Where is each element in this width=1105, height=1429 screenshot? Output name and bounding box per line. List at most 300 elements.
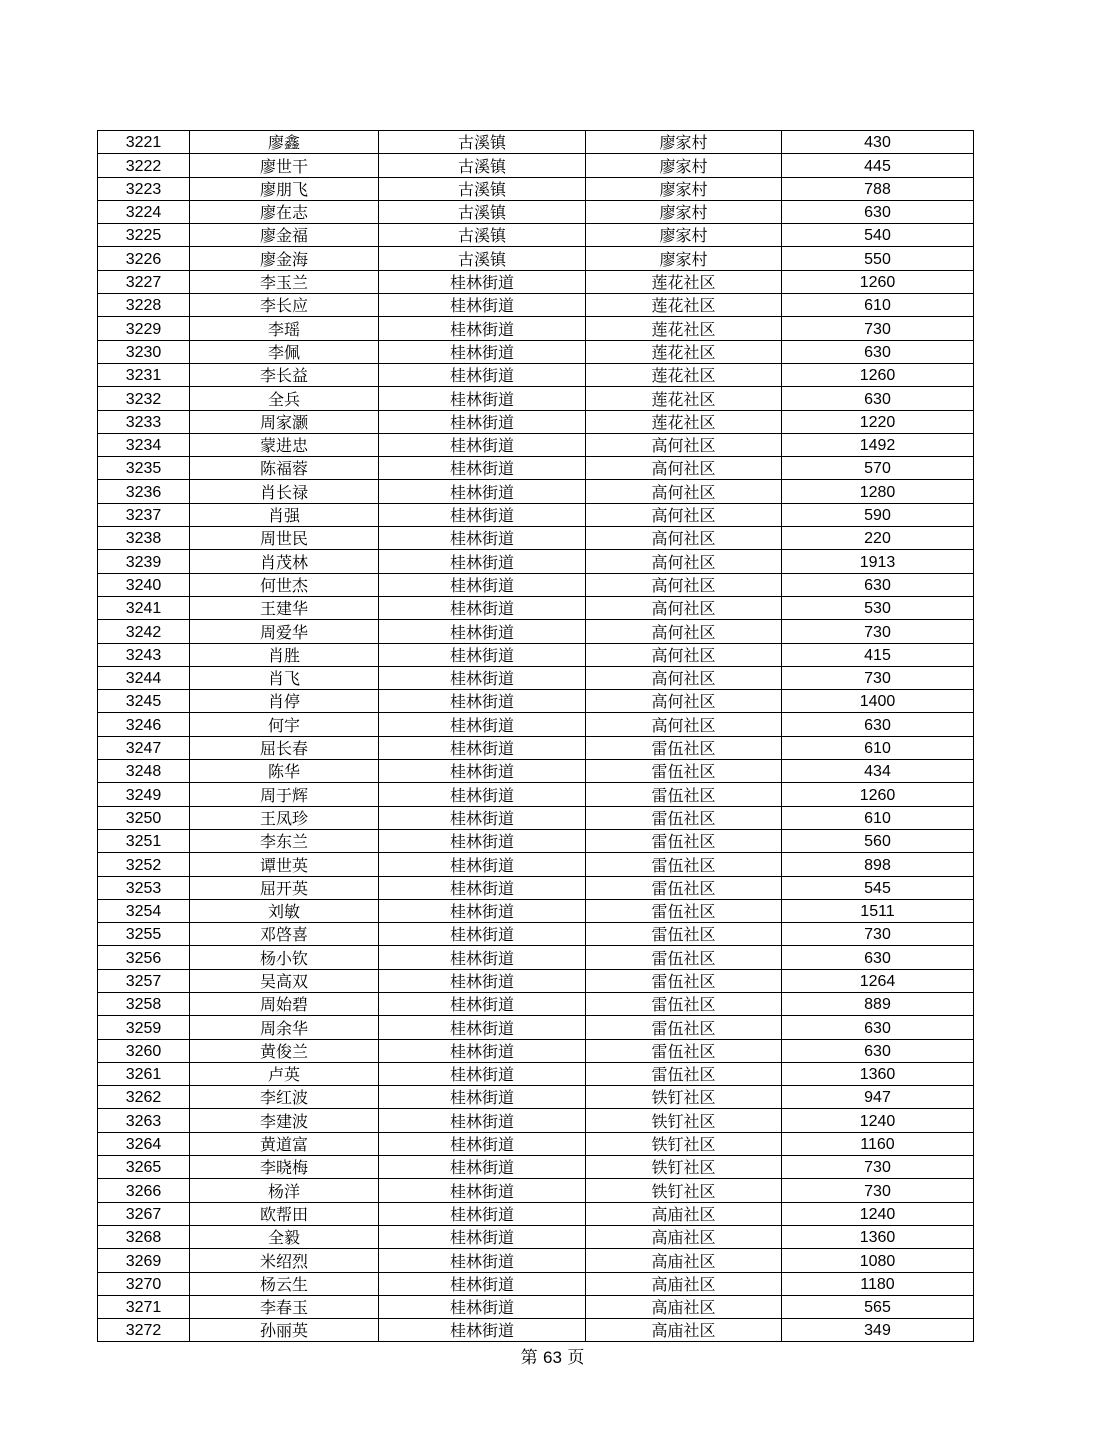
row-id-cell: 3266 xyxy=(98,1179,190,1202)
row-amount-cell: 560 xyxy=(782,829,974,852)
row-village-cell: 高何社区 xyxy=(586,573,782,596)
table-row xyxy=(98,620,974,643)
row-town-cell: 古溪镇 xyxy=(379,131,586,154)
row-town-cell: 桂林街道 xyxy=(379,992,586,1015)
row-amount-cell: 220 xyxy=(782,527,974,550)
row-id-cell: 3238 xyxy=(98,527,190,550)
table-row xyxy=(98,387,974,410)
row-name-cell: 何宇 xyxy=(190,713,379,736)
row-id-cell: 3256 xyxy=(98,946,190,969)
page-number: 63 xyxy=(543,1348,562,1367)
row-id-cell: 3225 xyxy=(98,224,190,247)
row-id-cell: 3265 xyxy=(98,1156,190,1179)
row-amount-cell: 1360 xyxy=(782,1225,974,1248)
row-name-cell: 米绍烈 xyxy=(190,1249,379,1272)
row-id-cell: 3252 xyxy=(98,853,190,876)
row-name-cell: 廖世干 xyxy=(190,154,379,177)
row-id-cell: 3254 xyxy=(98,899,190,922)
row-name-cell: 李红波 xyxy=(190,1086,379,1109)
row-name-cell: 廖在志 xyxy=(190,200,379,223)
row-id-cell: 3232 xyxy=(98,387,190,410)
row-name-cell: 李玉兰 xyxy=(190,270,379,293)
table-row xyxy=(98,1039,974,1062)
table-row xyxy=(98,1179,974,1202)
row-name-cell: 周家灏 xyxy=(190,410,379,433)
row-id-cell: 3258 xyxy=(98,992,190,1015)
records-table-body xyxy=(98,131,974,1342)
page-footer xyxy=(0,1343,1105,1368)
table-row xyxy=(98,154,974,177)
row-id-cell: 3255 xyxy=(98,923,190,946)
row-village-cell: 雷伍社区 xyxy=(586,1039,782,1062)
table-row xyxy=(98,177,974,200)
row-id-cell: 3221 xyxy=(98,131,190,154)
row-town-cell: 桂林街道 xyxy=(379,1179,586,1202)
row-id-cell: 3230 xyxy=(98,340,190,363)
row-village-cell: 廖家村 xyxy=(586,224,782,247)
table-row xyxy=(98,294,974,317)
row-town-cell: 桂林街道 xyxy=(379,527,586,550)
row-name-cell: 李建波 xyxy=(190,1109,379,1132)
row-amount-cell: 788 xyxy=(782,177,974,200)
row-amount-cell: 430 xyxy=(782,131,974,154)
row-name-cell: 周世民 xyxy=(190,527,379,550)
row-name-cell: 蒙进忠 xyxy=(190,433,379,456)
row-amount-cell: 1080 xyxy=(782,1249,974,1272)
row-village-cell: 高庙社区 xyxy=(586,1319,782,1342)
table-row xyxy=(98,690,974,713)
row-name-cell: 李晓梅 xyxy=(190,1156,379,1179)
row-id-cell: 3246 xyxy=(98,713,190,736)
row-town-cell: 桂林街道 xyxy=(379,690,586,713)
row-village-cell: 雷伍社区 xyxy=(586,899,782,922)
row-town-cell: 桂林街道 xyxy=(379,1109,586,1132)
row-village-cell: 莲花社区 xyxy=(586,317,782,340)
table-row xyxy=(98,992,974,1015)
table-row xyxy=(98,760,974,783)
row-town-cell: 古溪镇 xyxy=(379,154,586,177)
row-village-cell: 高庙社区 xyxy=(586,1249,782,1272)
row-village-cell: 雷伍社区 xyxy=(586,969,782,992)
row-town-cell: 桂林街道 xyxy=(379,853,586,876)
row-name-cell: 廖金福 xyxy=(190,224,379,247)
table-row xyxy=(98,1272,974,1295)
row-name-cell: 肖强 xyxy=(190,503,379,526)
row-amount-cell: 630 xyxy=(782,1016,974,1039)
row-id-cell: 3250 xyxy=(98,806,190,829)
row-id-cell: 3270 xyxy=(98,1272,190,1295)
row-id-cell: 3249 xyxy=(98,783,190,806)
row-amount-cell: 349 xyxy=(782,1319,974,1342)
row-id-cell: 3263 xyxy=(98,1109,190,1132)
row-name-cell: 肖胜 xyxy=(190,643,379,666)
row-name-cell: 杨洋 xyxy=(190,1179,379,1202)
table-row xyxy=(98,224,974,247)
row-name-cell: 杨小钦 xyxy=(190,946,379,969)
row-name-cell: 卢英 xyxy=(190,1062,379,1085)
row-village-cell: 雷伍社区 xyxy=(586,853,782,876)
table-row xyxy=(98,829,974,852)
row-town-cell: 桂林街道 xyxy=(379,1156,586,1179)
row-village-cell: 铁钉社区 xyxy=(586,1109,782,1132)
row-town-cell: 桂林街道 xyxy=(379,317,586,340)
table-row xyxy=(98,340,974,363)
row-village-cell: 莲花社区 xyxy=(586,270,782,293)
table-row xyxy=(98,1225,974,1248)
row-name-cell: 陈华 xyxy=(190,760,379,783)
row-amount-cell: 445 xyxy=(782,154,974,177)
table-row xyxy=(98,806,974,829)
row-amount-cell: 1220 xyxy=(782,410,974,433)
row-id-cell: 3243 xyxy=(98,643,190,666)
row-town-cell: 桂林街道 xyxy=(379,1062,586,1085)
page-footer-prefix: 第 xyxy=(520,1348,538,1368)
row-name-cell: 陈福蓉 xyxy=(190,457,379,480)
row-village-cell: 雷伍社区 xyxy=(586,1062,782,1085)
row-name-cell: 李瑶 xyxy=(190,317,379,340)
row-amount-cell: 630 xyxy=(782,387,974,410)
row-id-cell: 3269 xyxy=(98,1249,190,1272)
table-row xyxy=(98,550,974,573)
row-village-cell: 高何社区 xyxy=(586,690,782,713)
row-id-cell: 3222 xyxy=(98,154,190,177)
row-amount-cell: 1180 xyxy=(782,1272,974,1295)
table-row xyxy=(98,899,974,922)
table-row xyxy=(98,363,974,386)
row-town-cell: 桂林街道 xyxy=(379,666,586,689)
row-name-cell: 刘敏 xyxy=(190,899,379,922)
row-town-cell: 桂林街道 xyxy=(379,1202,586,1225)
row-name-cell: 全毅 xyxy=(190,1225,379,1248)
row-village-cell: 高何社区 xyxy=(586,503,782,526)
table-row xyxy=(98,527,974,550)
row-village-cell: 高何社区 xyxy=(586,666,782,689)
row-town-cell: 桂林街道 xyxy=(379,363,586,386)
row-amount-cell: 630 xyxy=(782,573,974,596)
row-amount-cell: 1240 xyxy=(782,1109,974,1132)
row-village-cell: 莲花社区 xyxy=(586,410,782,433)
row-village-cell: 高何社区 xyxy=(586,527,782,550)
records-table xyxy=(97,130,974,1342)
table-row xyxy=(98,1086,974,1109)
row-amount-cell: 730 xyxy=(782,620,974,643)
row-id-cell: 3271 xyxy=(98,1295,190,1318)
row-id-cell: 3231 xyxy=(98,363,190,386)
row-id-cell: 3240 xyxy=(98,573,190,596)
records-table-container xyxy=(97,130,974,1342)
row-amount-cell: 610 xyxy=(782,806,974,829)
row-amount-cell: 1913 xyxy=(782,550,974,573)
row-town-cell: 桂林街道 xyxy=(379,1295,586,1318)
row-town-cell: 古溪镇 xyxy=(379,247,586,270)
row-name-cell: 吴高双 xyxy=(190,969,379,992)
row-name-cell: 李春玉 xyxy=(190,1295,379,1318)
row-id-cell: 3248 xyxy=(98,760,190,783)
row-id-cell: 3268 xyxy=(98,1225,190,1248)
row-village-cell: 莲花社区 xyxy=(586,340,782,363)
row-village-cell: 雷伍社区 xyxy=(586,876,782,899)
table-row xyxy=(98,969,974,992)
row-id-cell: 3241 xyxy=(98,596,190,619)
row-amount-cell: 570 xyxy=(782,457,974,480)
row-village-cell: 铁钉社区 xyxy=(586,1086,782,1109)
row-id-cell: 3227 xyxy=(98,270,190,293)
row-village-cell: 莲花社区 xyxy=(586,363,782,386)
row-name-cell: 肖茂林 xyxy=(190,550,379,573)
row-town-cell: 桂林街道 xyxy=(379,783,586,806)
row-town-cell: 桂林街道 xyxy=(379,410,586,433)
row-name-cell: 廖金海 xyxy=(190,247,379,270)
row-village-cell: 廖家村 xyxy=(586,200,782,223)
row-id-cell: 3226 xyxy=(98,247,190,270)
table-row xyxy=(98,270,974,293)
row-amount-cell: 1260 xyxy=(782,363,974,386)
row-amount-cell: 540 xyxy=(782,224,974,247)
table-row xyxy=(98,131,974,154)
row-village-cell: 高庙社区 xyxy=(586,1225,782,1248)
row-name-cell: 李长应 xyxy=(190,294,379,317)
row-village-cell: 铁钉社区 xyxy=(586,1132,782,1155)
row-village-cell: 雷伍社区 xyxy=(586,783,782,806)
table-row xyxy=(98,783,974,806)
row-town-cell: 桂林街道 xyxy=(379,503,586,526)
row-name-cell: 廖朋飞 xyxy=(190,177,379,200)
row-id-cell: 3237 xyxy=(98,503,190,526)
row-amount-cell: 1264 xyxy=(782,969,974,992)
row-id-cell: 3223 xyxy=(98,177,190,200)
row-town-cell: 桂林街道 xyxy=(379,736,586,759)
row-amount-cell: 730 xyxy=(782,923,974,946)
row-village-cell: 雷伍社区 xyxy=(586,1016,782,1039)
row-amount-cell: 434 xyxy=(782,760,974,783)
row-id-cell: 3260 xyxy=(98,1039,190,1062)
row-village-cell: 高庙社区 xyxy=(586,1202,782,1225)
row-town-cell: 桂林街道 xyxy=(379,620,586,643)
row-village-cell: 廖家村 xyxy=(586,154,782,177)
row-village-cell: 廖家村 xyxy=(586,247,782,270)
row-amount-cell: 630 xyxy=(782,946,974,969)
row-town-cell: 桂林街道 xyxy=(379,713,586,736)
row-name-cell: 谭世英 xyxy=(190,853,379,876)
row-town-cell: 桂林街道 xyxy=(379,876,586,899)
row-village-cell: 莲花社区 xyxy=(586,387,782,410)
row-town-cell: 桂林街道 xyxy=(379,923,586,946)
row-amount-cell: 947 xyxy=(782,1086,974,1109)
row-amount-cell: 730 xyxy=(782,666,974,689)
row-amount-cell: 590 xyxy=(782,503,974,526)
row-id-cell: 3229 xyxy=(98,317,190,340)
row-id-cell: 3257 xyxy=(98,969,190,992)
row-name-cell: 孙丽英 xyxy=(190,1319,379,1342)
table-row xyxy=(98,573,974,596)
row-town-cell: 桂林街道 xyxy=(379,573,586,596)
row-id-cell: 3262 xyxy=(98,1086,190,1109)
row-town-cell: 古溪镇 xyxy=(379,224,586,247)
row-amount-cell: 550 xyxy=(782,247,974,270)
row-amount-cell: 1260 xyxy=(782,270,974,293)
row-town-cell: 桂林街道 xyxy=(379,760,586,783)
row-town-cell: 桂林街道 xyxy=(379,550,586,573)
row-town-cell: 桂林街道 xyxy=(379,457,586,480)
row-village-cell: 铁钉社区 xyxy=(586,1179,782,1202)
row-id-cell: 3234 xyxy=(98,433,190,456)
row-name-cell: 廖鑫 xyxy=(190,131,379,154)
row-amount-cell: 610 xyxy=(782,736,974,759)
row-amount-cell: 730 xyxy=(782,317,974,340)
row-village-cell: 铁钉社区 xyxy=(586,1156,782,1179)
table-row xyxy=(98,1249,974,1272)
row-village-cell: 雷伍社区 xyxy=(586,923,782,946)
row-name-cell: 屈长春 xyxy=(190,736,379,759)
table-row xyxy=(98,200,974,223)
row-amount-cell: 889 xyxy=(782,992,974,1015)
row-village-cell: 高何社区 xyxy=(586,433,782,456)
row-town-cell: 桂林街道 xyxy=(379,1272,586,1295)
row-amount-cell: 1492 xyxy=(782,433,974,456)
row-id-cell: 3239 xyxy=(98,550,190,573)
row-town-cell: 桂林街道 xyxy=(379,969,586,992)
row-id-cell: 3244 xyxy=(98,666,190,689)
row-village-cell: 高何社区 xyxy=(586,550,782,573)
table-row xyxy=(98,643,974,666)
row-town-cell: 古溪镇 xyxy=(379,177,586,200)
row-village-cell: 雷伍社区 xyxy=(586,806,782,829)
row-village-cell: 雷伍社区 xyxy=(586,992,782,1015)
row-name-cell: 邓啓喜 xyxy=(190,923,379,946)
table-row xyxy=(98,480,974,503)
row-village-cell: 高何社区 xyxy=(586,713,782,736)
table-row xyxy=(98,1156,974,1179)
row-amount-cell: 630 xyxy=(782,1039,974,1062)
row-town-cell: 桂林街道 xyxy=(379,1319,586,1342)
row-amount-cell: 630 xyxy=(782,340,974,363)
row-name-cell: 王凤珍 xyxy=(190,806,379,829)
row-amount-cell: 545 xyxy=(782,876,974,899)
row-town-cell: 桂林街道 xyxy=(379,294,586,317)
row-id-cell: 3267 xyxy=(98,1202,190,1225)
row-name-cell: 全兵 xyxy=(190,387,379,410)
row-name-cell: 肖停 xyxy=(190,690,379,713)
row-id-cell: 3242 xyxy=(98,620,190,643)
row-amount-cell: 530 xyxy=(782,596,974,619)
row-id-cell: 3247 xyxy=(98,736,190,759)
table-row xyxy=(98,666,974,689)
row-name-cell: 周于辉 xyxy=(190,783,379,806)
row-id-cell: 3224 xyxy=(98,200,190,223)
table-row xyxy=(98,713,974,736)
row-town-cell: 桂林街道 xyxy=(379,643,586,666)
row-village-cell: 莲花社区 xyxy=(586,294,782,317)
row-id-cell: 3261 xyxy=(98,1062,190,1085)
row-village-cell: 高何社区 xyxy=(586,620,782,643)
row-amount-cell: 1240 xyxy=(782,1202,974,1225)
row-town-cell: 桂林街道 xyxy=(379,946,586,969)
row-name-cell: 周爱华 xyxy=(190,620,379,643)
row-id-cell: 3251 xyxy=(98,829,190,852)
row-name-cell: 周余华 xyxy=(190,1016,379,1039)
row-name-cell: 周始碧 xyxy=(190,992,379,1015)
row-name-cell: 何世杰 xyxy=(190,573,379,596)
row-name-cell: 李佩 xyxy=(190,340,379,363)
page-footer-suffix: 页 xyxy=(567,1348,585,1368)
table-row xyxy=(98,247,974,270)
row-id-cell: 3228 xyxy=(98,294,190,317)
table-row xyxy=(98,503,974,526)
row-id-cell: 3235 xyxy=(98,457,190,480)
row-town-cell: 桂林街道 xyxy=(379,1225,586,1248)
table-row xyxy=(98,596,974,619)
row-name-cell: 李长益 xyxy=(190,363,379,386)
row-town-cell: 桂林街道 xyxy=(379,387,586,410)
row-village-cell: 高庙社区 xyxy=(586,1272,782,1295)
row-town-cell: 桂林街道 xyxy=(379,1132,586,1155)
row-id-cell: 3245 xyxy=(98,690,190,713)
table-row xyxy=(98,317,974,340)
table-row xyxy=(98,736,974,759)
table-row xyxy=(98,876,974,899)
row-name-cell: 杨云生 xyxy=(190,1272,379,1295)
row-amount-cell: 1511 xyxy=(782,899,974,922)
row-town-cell: 桂林街道 xyxy=(379,1039,586,1062)
row-id-cell: 3236 xyxy=(98,480,190,503)
row-amount-cell: 1400 xyxy=(782,690,974,713)
table-row xyxy=(98,1109,974,1132)
row-name-cell: 王建华 xyxy=(190,596,379,619)
table-row xyxy=(98,410,974,433)
row-village-cell: 高何社区 xyxy=(586,457,782,480)
row-id-cell: 3272 xyxy=(98,1319,190,1342)
row-town-cell: 桂林街道 xyxy=(379,433,586,456)
row-town-cell: 桂林街道 xyxy=(379,596,586,619)
row-name-cell: 欧帮田 xyxy=(190,1202,379,1225)
row-amount-cell: 630 xyxy=(782,713,974,736)
row-town-cell: 桂林街道 xyxy=(379,480,586,503)
table-row xyxy=(98,1319,974,1342)
table-row xyxy=(98,1295,974,1318)
row-village-cell: 廖家村 xyxy=(586,177,782,200)
row-amount-cell: 565 xyxy=(782,1295,974,1318)
row-amount-cell: 1360 xyxy=(782,1062,974,1085)
row-name-cell: 肖飞 xyxy=(190,666,379,689)
row-amount-cell: 610 xyxy=(782,294,974,317)
row-name-cell: 黄俊兰 xyxy=(190,1039,379,1062)
row-town-cell: 桂林街道 xyxy=(379,829,586,852)
table-row xyxy=(98,433,974,456)
row-town-cell: 桂林街道 xyxy=(379,1016,586,1039)
row-name-cell: 屈开英 xyxy=(190,876,379,899)
table-row xyxy=(98,457,974,480)
row-village-cell: 高庙社区 xyxy=(586,1295,782,1318)
row-amount-cell: 1160 xyxy=(782,1132,974,1155)
row-name-cell: 李东兰 xyxy=(190,829,379,852)
row-amount-cell: 630 xyxy=(782,200,974,223)
row-amount-cell: 415 xyxy=(782,643,974,666)
row-town-cell: 桂林街道 xyxy=(379,270,586,293)
row-amount-cell: 1260 xyxy=(782,783,974,806)
row-amount-cell: 730 xyxy=(782,1179,974,1202)
row-village-cell: 雷伍社区 xyxy=(586,829,782,852)
row-town-cell: 桂林街道 xyxy=(379,806,586,829)
row-name-cell: 肖长禄 xyxy=(190,480,379,503)
row-town-cell: 桂林街道 xyxy=(379,1249,586,1272)
row-village-cell: 雷伍社区 xyxy=(586,760,782,783)
row-village-cell: 高何社区 xyxy=(586,643,782,666)
table-row xyxy=(98,1202,974,1225)
row-village-cell: 高何社区 xyxy=(586,596,782,619)
row-village-cell: 高何社区 xyxy=(586,480,782,503)
row-town-cell: 古溪镇 xyxy=(379,200,586,223)
row-id-cell: 3264 xyxy=(98,1132,190,1155)
